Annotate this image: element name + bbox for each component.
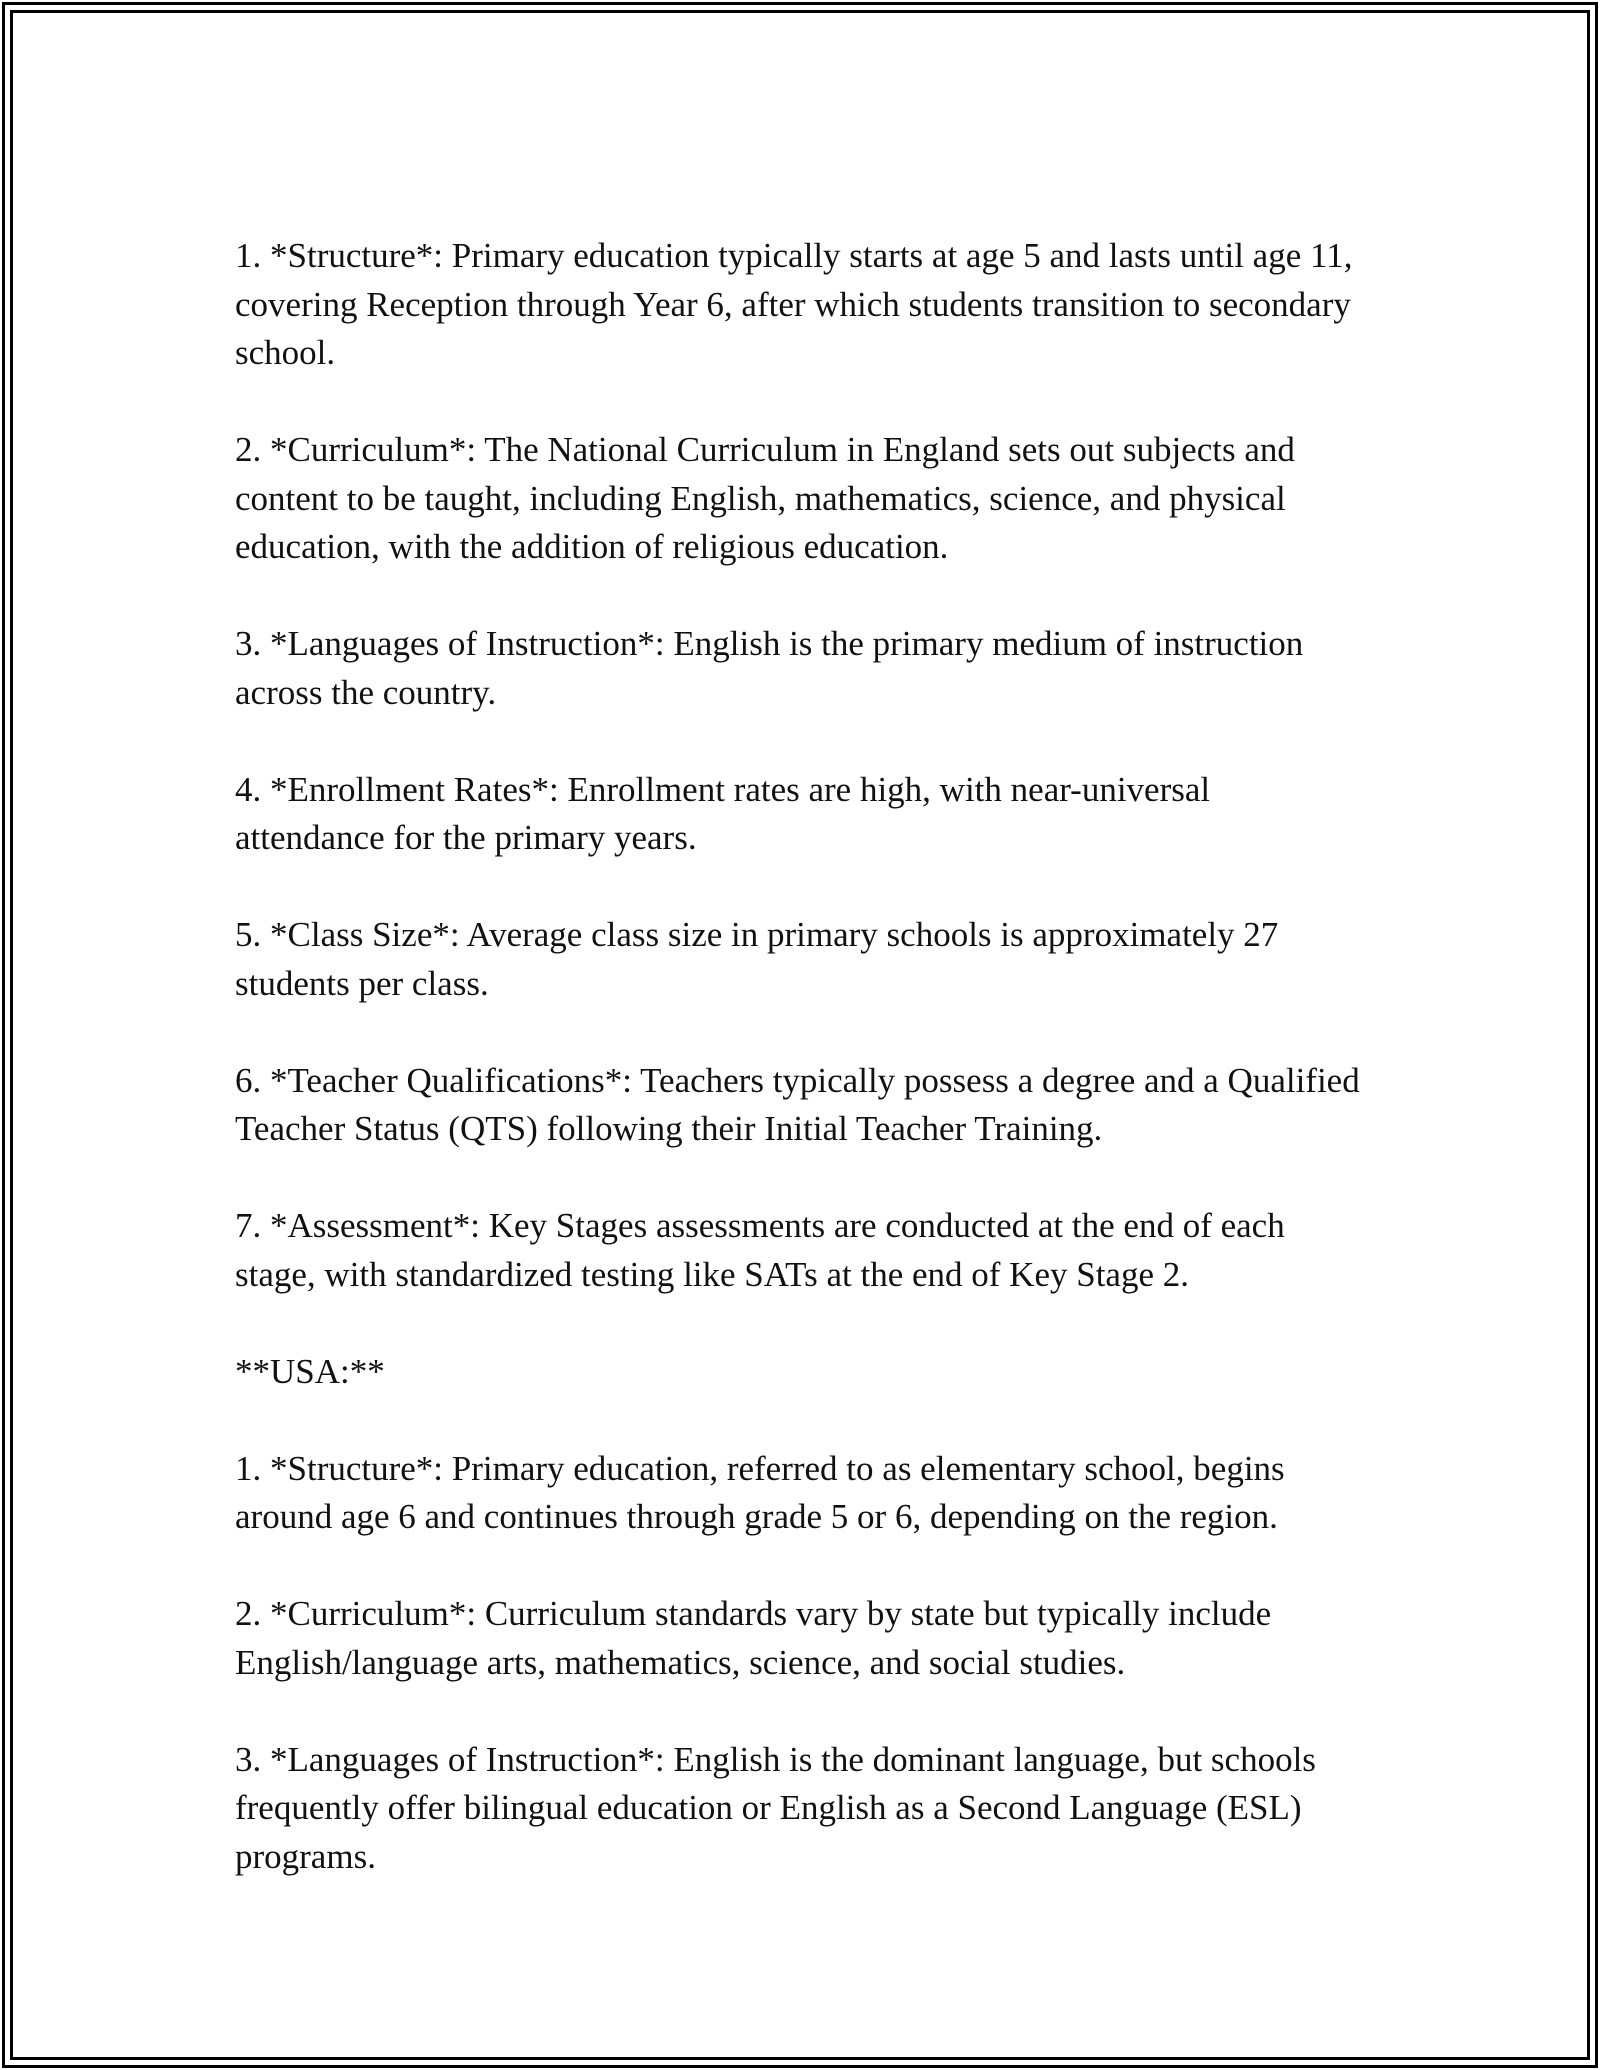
uk-curriculum-item: 2. *Curriculum*: The National Curriculum in England sets out subjects and content to be taught, including English, mathematics, science, and physical education, with the addition of religious education. <box>235 430 1295 566</box>
uk-teacher-qualifications-item: 6. *Teacher Qualifications*: Teachers typically possess a degree and a Qualified Teacher Status (QTS) following their Initial Teacher Training. <box>235 1060 1360 1148</box>
uk-class-size-item: 5. *Class Size*: Average class size in primary schools is approximately 27 students per class. <box>235 915 1279 1003</box>
usa-curriculum-item: 2. *Curriculum*: Curriculum standards vary by state but typically include English/language arts, mathematics, science, and social studies. <box>235 1594 1272 1682</box>
uk-enrollment-item: 4. *Enrollment Rates*: Enrollment rates are high, with near-universal attendance for the primary years. <box>235 769 1211 857</box>
uk-languages-item: 3. *Languages of Instruction*: English is the primary medium of instruction across the country. <box>235 624 1304 712</box>
uk-structure-item: 1. *Structure*: Primary education typically starts at age 5 and lasts until age 11, covering Reception through Year 6, after which students transition to secondary school. <box>235 236 1353 372</box>
usa-structure-item: 1. *Structure*: Primary education, referred to as elementary school, begins around age 6 and continues through grade 5 or 6, depending on the region. <box>235 1448 1285 1536</box>
usa-heading: **USA:** <box>235 1351 385 1391</box>
usa-languages-item: 3. *Languages of Instruction*: English is the dominant language, but schools frequently offer bilingual education or English as a Second Language (ESL) programs. <box>235 1739 1316 1876</box>
document-body <box>235 232 1365 1930</box>
uk-assessment-item: 7. *Assessment*: Key Stages assessments are conducted at the end of each stage, with standardized testing like SATs at the end of Key Stage 2. <box>235 1206 1285 1294</box>
